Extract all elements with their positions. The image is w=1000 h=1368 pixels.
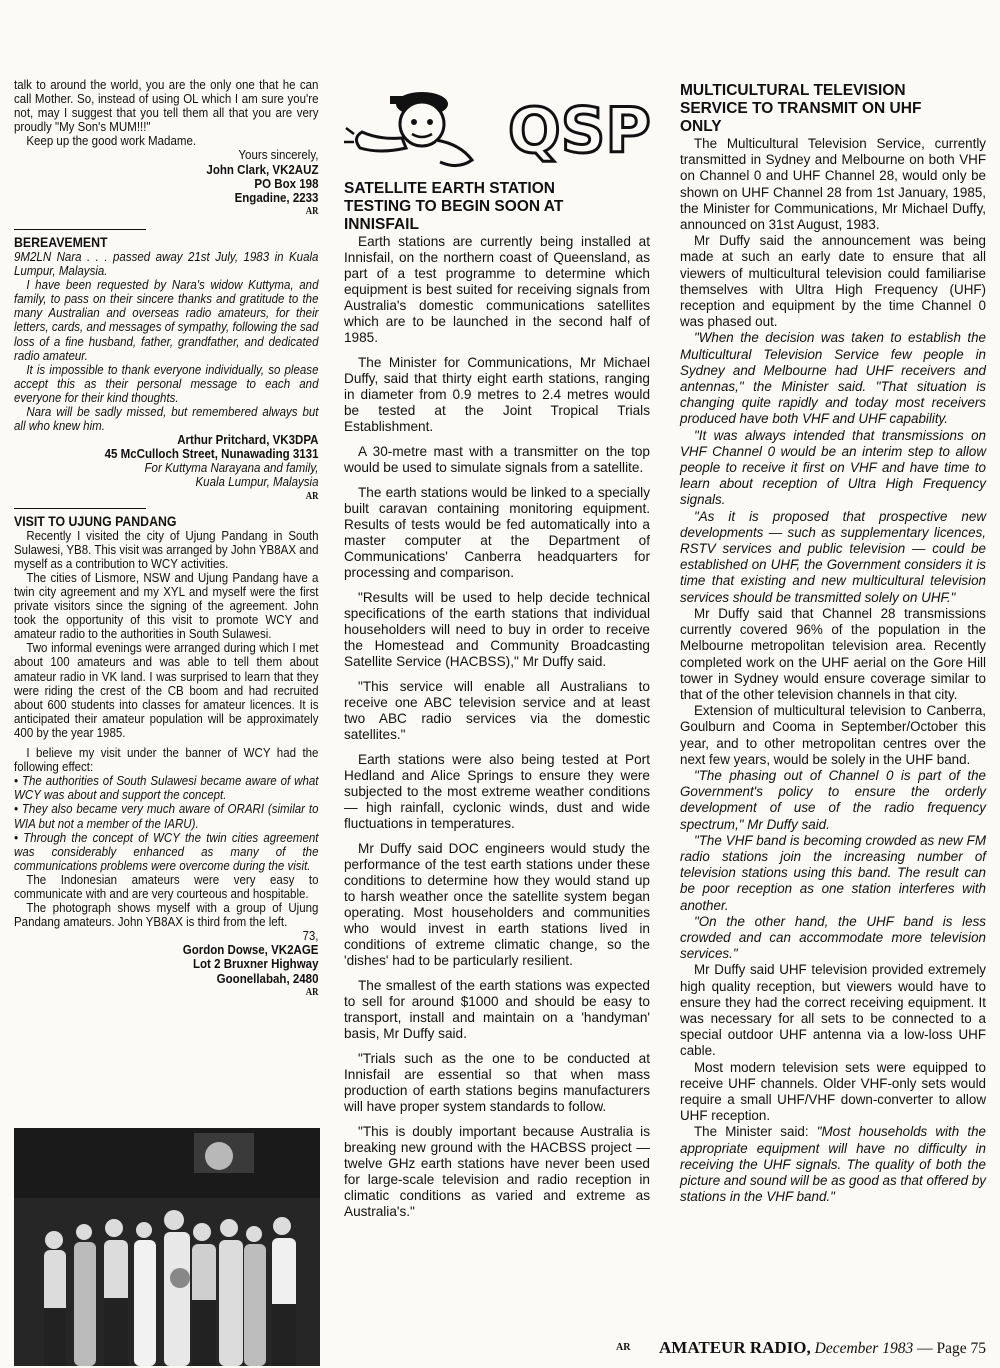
satellite-paragraph: Earth stations are currently being installed at Innisfail, on the northern coast of Queensland, as part of a test programme to determine which equipment is best suited for receiving signals from Australia's domestic communications satellites which are to be launched in the second half of 1985. (344, 234, 650, 345)
multicultural-quote: "It was always intended that transmissions on VHF Channel 0 would be an interim step to allow people to receive it first on VHF and have time to learn about reception of Ultra High Frequency signals. (680, 427, 986, 508)
multicultural-quote: "As it is proposed that prospective new developments — such as supplementary licences, RSTV services and public television — could be established on UHF, the Government considers it is time that existing and new multicultural television services should be transmitted solely on UHF." (680, 508, 986, 605)
multicultural-paragraph: Mr Duffy said that Channel 28 transmissions currently covered 96% of the population in the Melbourne metropolitan television area. Recently completed work on the UHF aerial on the Gore Hill tower in Sydney would ensure coverage similar to that of the other television channels in that city. (680, 605, 986, 702)
column-left (14, 78, 318, 1000)
bereavement-paragraph: It is impossible to thank everyone individually, so please accept this as their personal message to each and everyone for their kind thoughts. (14, 361, 319, 405)
column-middle (344, 82, 650, 1220)
satellite-paragraph: "Trials such as the one to be conducted at Innisfail are essential so that when mass production of earth stations begins manufacturers will have proper system standards to follow. (344, 1051, 650, 1114)
qsp-logo-text: QSP (508, 94, 651, 167)
multicultural-paragraph: Extension of multicultural television to Canberra, Goulburn and Cooma in September/October this year, and to other metropolitan centres over the next few years, would be solely in the UHF band. (680, 703, 986, 767)
ujung-bullet: • The authorities of South Sulawesi became aware of what WCY was about and support the concept. (14, 773, 319, 803)
multicultural-paragraph: Mr Duffy said UHF television provided extremely high quality reception, but viewers would have to ensure they had the correct receiving equipment. It was necessary for all sets to be connected to a special outdoor UHF antenna via a low-loss UHF cable. (680, 962, 986, 1059)
bereavement-on-behalf: For Kuttyma Narayana and family, (144, 460, 319, 476)
column-right (680, 82, 986, 1205)
column-middle-text (344, 180, 650, 1220)
multicultural-quote: "When the decision was taken to establish the Multicultural Television Service few people in Sydney and Melbourne had UHF receivers and antennas," the Minister said. "That situation is changing quite rapidly and today most receivers produced have both VHF and UHF capability. (680, 330, 986, 427)
ujung-paragraph: Recently I visited the city of Ujung Pandang in South Sulawesi, YB8. This visit was arranged by John YB8AX and myself as a contribution to WCY activities. (14, 527, 319, 571)
group-photograph (14, 1128, 320, 1366)
section-divider (14, 229, 146, 230)
bereavement-paragraph: I have been requested by Nara's widow Kuttyma, and family, to pass on their sincere thanks and gratitude to the many Australian and overseas radio amateurs, for their letters, cards, and messages of sympathy, following the sad loss of a fine husband, father, grandfather, and dedicated radio amateur. (14, 277, 319, 363)
ar-end-mark: AR (305, 490, 319, 502)
section-divider (14, 508, 146, 509)
ar-end-mark: AR (305, 205, 319, 217)
bereavement-paragraph: 9M2LN Nara . . . passed away 21st July, 1983 in Kuala Lumpur, Malaysia. (14, 248, 319, 279)
footer-magazine-name: AMATEUR RADIO, (659, 1338, 811, 1357)
multicultural-quote: "On the other hand, the UHF band is less crowded and can accommodate more television services." (680, 913, 986, 962)
ujung-signer-address: Lot 2 Bruxner Highway (192, 956, 319, 972)
multicultural-final-paragraph (680, 1124, 986, 1205)
letter-salutation: Yours sincerely, (238, 147, 319, 163)
satellite-paragraph: The earth stations would be linked to a specially built caravan containing monitoring equipment. Results of tests would be fed automatically into a master computer at the Department of Communications' Canberra headquarters for processing and comparison. (344, 485, 650, 580)
multicultural-paragraph: The Multicultural Television Service, currently transmitted in Sydney and Melbourne on both VHF on Channel 0 and UHF Channel 28, would only be shown on UHF Channel 28 from 1st January, 1985, the Minister for Communications, Mr Michael Duffy, announced on 31st August, 1983. (680, 136, 986, 233)
ujung-paragraph: The Indonesian amateurs were very easy to communicate with and are very courteous and hospitable. (14, 871, 319, 901)
multicultural-article-heading: MULTICULTURAL TELEVISION SERVICE TO TRANSMIT ON UHF ONLY (680, 82, 922, 135)
ujung-bullet: • Through the concept of WCY the twin cities agreement was considerably enhanced as many of the communications problems were overcome during the visit. (14, 829, 319, 873)
bereavement-signer-address: 45 McCulloch Street, Nunawading 3131 (104, 446, 319, 462)
ujung-paragraph: Two informal evenings were arranged during which I met about 100 amateurs and was able to tell them about amateur radio in VK land. I was surprised to learn that they were riding the crest of the CB boom and had recruited about 600 students into classes for amateur licences. It is anticipated their amateur population will be approximately 400 by the year 1985. (14, 640, 319, 740)
footer-page-number: — Page 75 (913, 1340, 986, 1357)
letter-signer-address: PO Box 198 (254, 175, 319, 191)
satellite-paragraph: "Results will be used to help decide technical specifications of the earth stations that individual householders will need to buy in order to receive the Homestead and Community Broadcasting Satellite Service (HACBSS)," Mr Duffy said. (344, 590, 650, 669)
ujung-pandang-heading: VISIT TO UJUNG PANDANG (14, 512, 177, 529)
ar-end-mark: AR (305, 986, 319, 998)
ujung-signer-town: Goonellabah, 2480 (216, 970, 319, 986)
bereavement-signer-name: Arthur Pritchard, VK3DPA (177, 432, 319, 448)
column-left-text (14, 78, 318, 1000)
bereavement-heading: BEREAVEMENT (14, 233, 108, 250)
ujung-paragraph: The photograph shows myself with a group of Ujung Pandang amateurs. John YB8AX is third from the left. (14, 900, 319, 930)
ujung-paragraph: I believe my visit under the banner of WCY had the following effect: (14, 745, 319, 775)
letter-closing-text: Keep up the good work Madame. (26, 133, 197, 149)
ujung-sign-off: 73, (302, 928, 319, 944)
satellite-paragraph: "This is doubly important because Australia is breaking new ground with the HACBSS project — twelve GHz earth stations have never been used for large-scale television and radio reception in climatic conditions as varied and extreme as Australia's." (344, 1124, 650, 1219)
ujung-paragraph: The cities of Lismore, NSW and Ujung Pandang have a twin city agreement and my XYL and myself were the first private visitors since the signing of the agreement. John took the opportunity of this visit to promote WCY and amateur radio to the authorities in South Sulawesi. (14, 569, 319, 642)
multicultural-paragraph: Mr Duffy said the announcement was being made at such an early date to ensure that all viewers of multicultural television could familiarise themselves with Ultra High Frequency (UHF) reception and equipment by the time Channel 0 was phased out. (680, 233, 986, 330)
multicultural-paragraph: Most modern television sets were equipped to receive UHF channels. Older VHF-only sets would require a small UHF/VHF down-converter to allow UHF reception. (680, 1059, 986, 1124)
ujung-bullet: • They also became very much aware of ORARI (similar to WIA but not a member of the IARU). (14, 801, 319, 831)
ar-end-mark: AR (616, 1342, 631, 1353)
multicultural-quote: "The phasing out of Channel 0 is part of the Government's policy to ensure the orderly development of use of the radio frequency spectrum," Mr Duffy said. (680, 767, 986, 832)
photo-image (14, 1128, 320, 1366)
satellite-article-heading: SATELLITE EARTH STATION TESTING TO BEGIN SOON AT INNISFAIL (344, 180, 564, 233)
multicultural-quote: "The VHF band is becoming crowded as new FM radio stations join the increasing number of television stations using this band. The result can be poor reception as one station interferes with another. (680, 832, 986, 913)
column-right-text (680, 82, 986, 1205)
page-footer (659, 1338, 986, 1358)
satellite-paragraph: Earth stations were also being tested at Port Hedland and Alice Springs to ensure they were subjected to the most extreme weather conditions — high rainfall, cyclonic winds, dust and wide fluctuations in temperatures. (344, 752, 650, 831)
final-paragraph-lead: The Minister said: (694, 1124, 817, 1140)
satellite-paragraph: "This service will enable all Australians to receive one ABC television service and at least two ABC radio services via the domestic satellites." (344, 679, 650, 742)
satellite-paragraph: A 30-metre mast with a transmitter on the top would be used to simulate signals from a satellite. (344, 444, 650, 475)
bereavement-location: Kuala Lumpur, Malaysia (195, 474, 319, 490)
satellite-paragraph: Mr Duffy said DOC engineers would study the performance of the test earth stations under these conditions to determine how they would stand up to harsh weather once the satellite system began operating. Most householders and communities who would invest in earth stations lived in conditions of extreme climatic change, so the 'dishes' had to be particularly resilient. (344, 841, 650, 968)
letter-signer-town: Engadine, 2233 (234, 189, 319, 205)
satellite-paragraph: The Minister for Communications, Mr Michael Duffy, said that thirty eight earth stations, ranging in diameter from 0.9 metres to 2.4 metres would be tested at the Joint Tropical Trials Establishment. (344, 355, 650, 434)
footer-issue-date: December 1983 (810, 1340, 914, 1357)
final-paragraph-quote: "Most households with the appropriate equipment will have no difficulty in receiving the UHF signals. The quality of both the picture and sound will be as good as that offered by stations in the VHF band." (680, 1124, 986, 1205)
bereavement-paragraph: Nara will be sadly missed, but remembered always but all who knew him. (14, 403, 319, 434)
letter-signer-name: John Clark, VK2AUZ (206, 161, 319, 177)
ujung-signer-name: Gordon Dowse, VK2AGE (182, 942, 319, 958)
satellite-paragraph: The smallest of the earth stations was expected to sell for around $1000 and should be easy to transport, install and maintain on a 'handyman' basis, Mr Duffy said. (344, 978, 650, 1041)
letter-intro-text: talk to around the world, you are the only one that he can call Mother. So, instead of using OL which I am sure you're not, may I suggest that you tell them all that you are very proudly "My Son's MUM!!!" (14, 77, 319, 135)
